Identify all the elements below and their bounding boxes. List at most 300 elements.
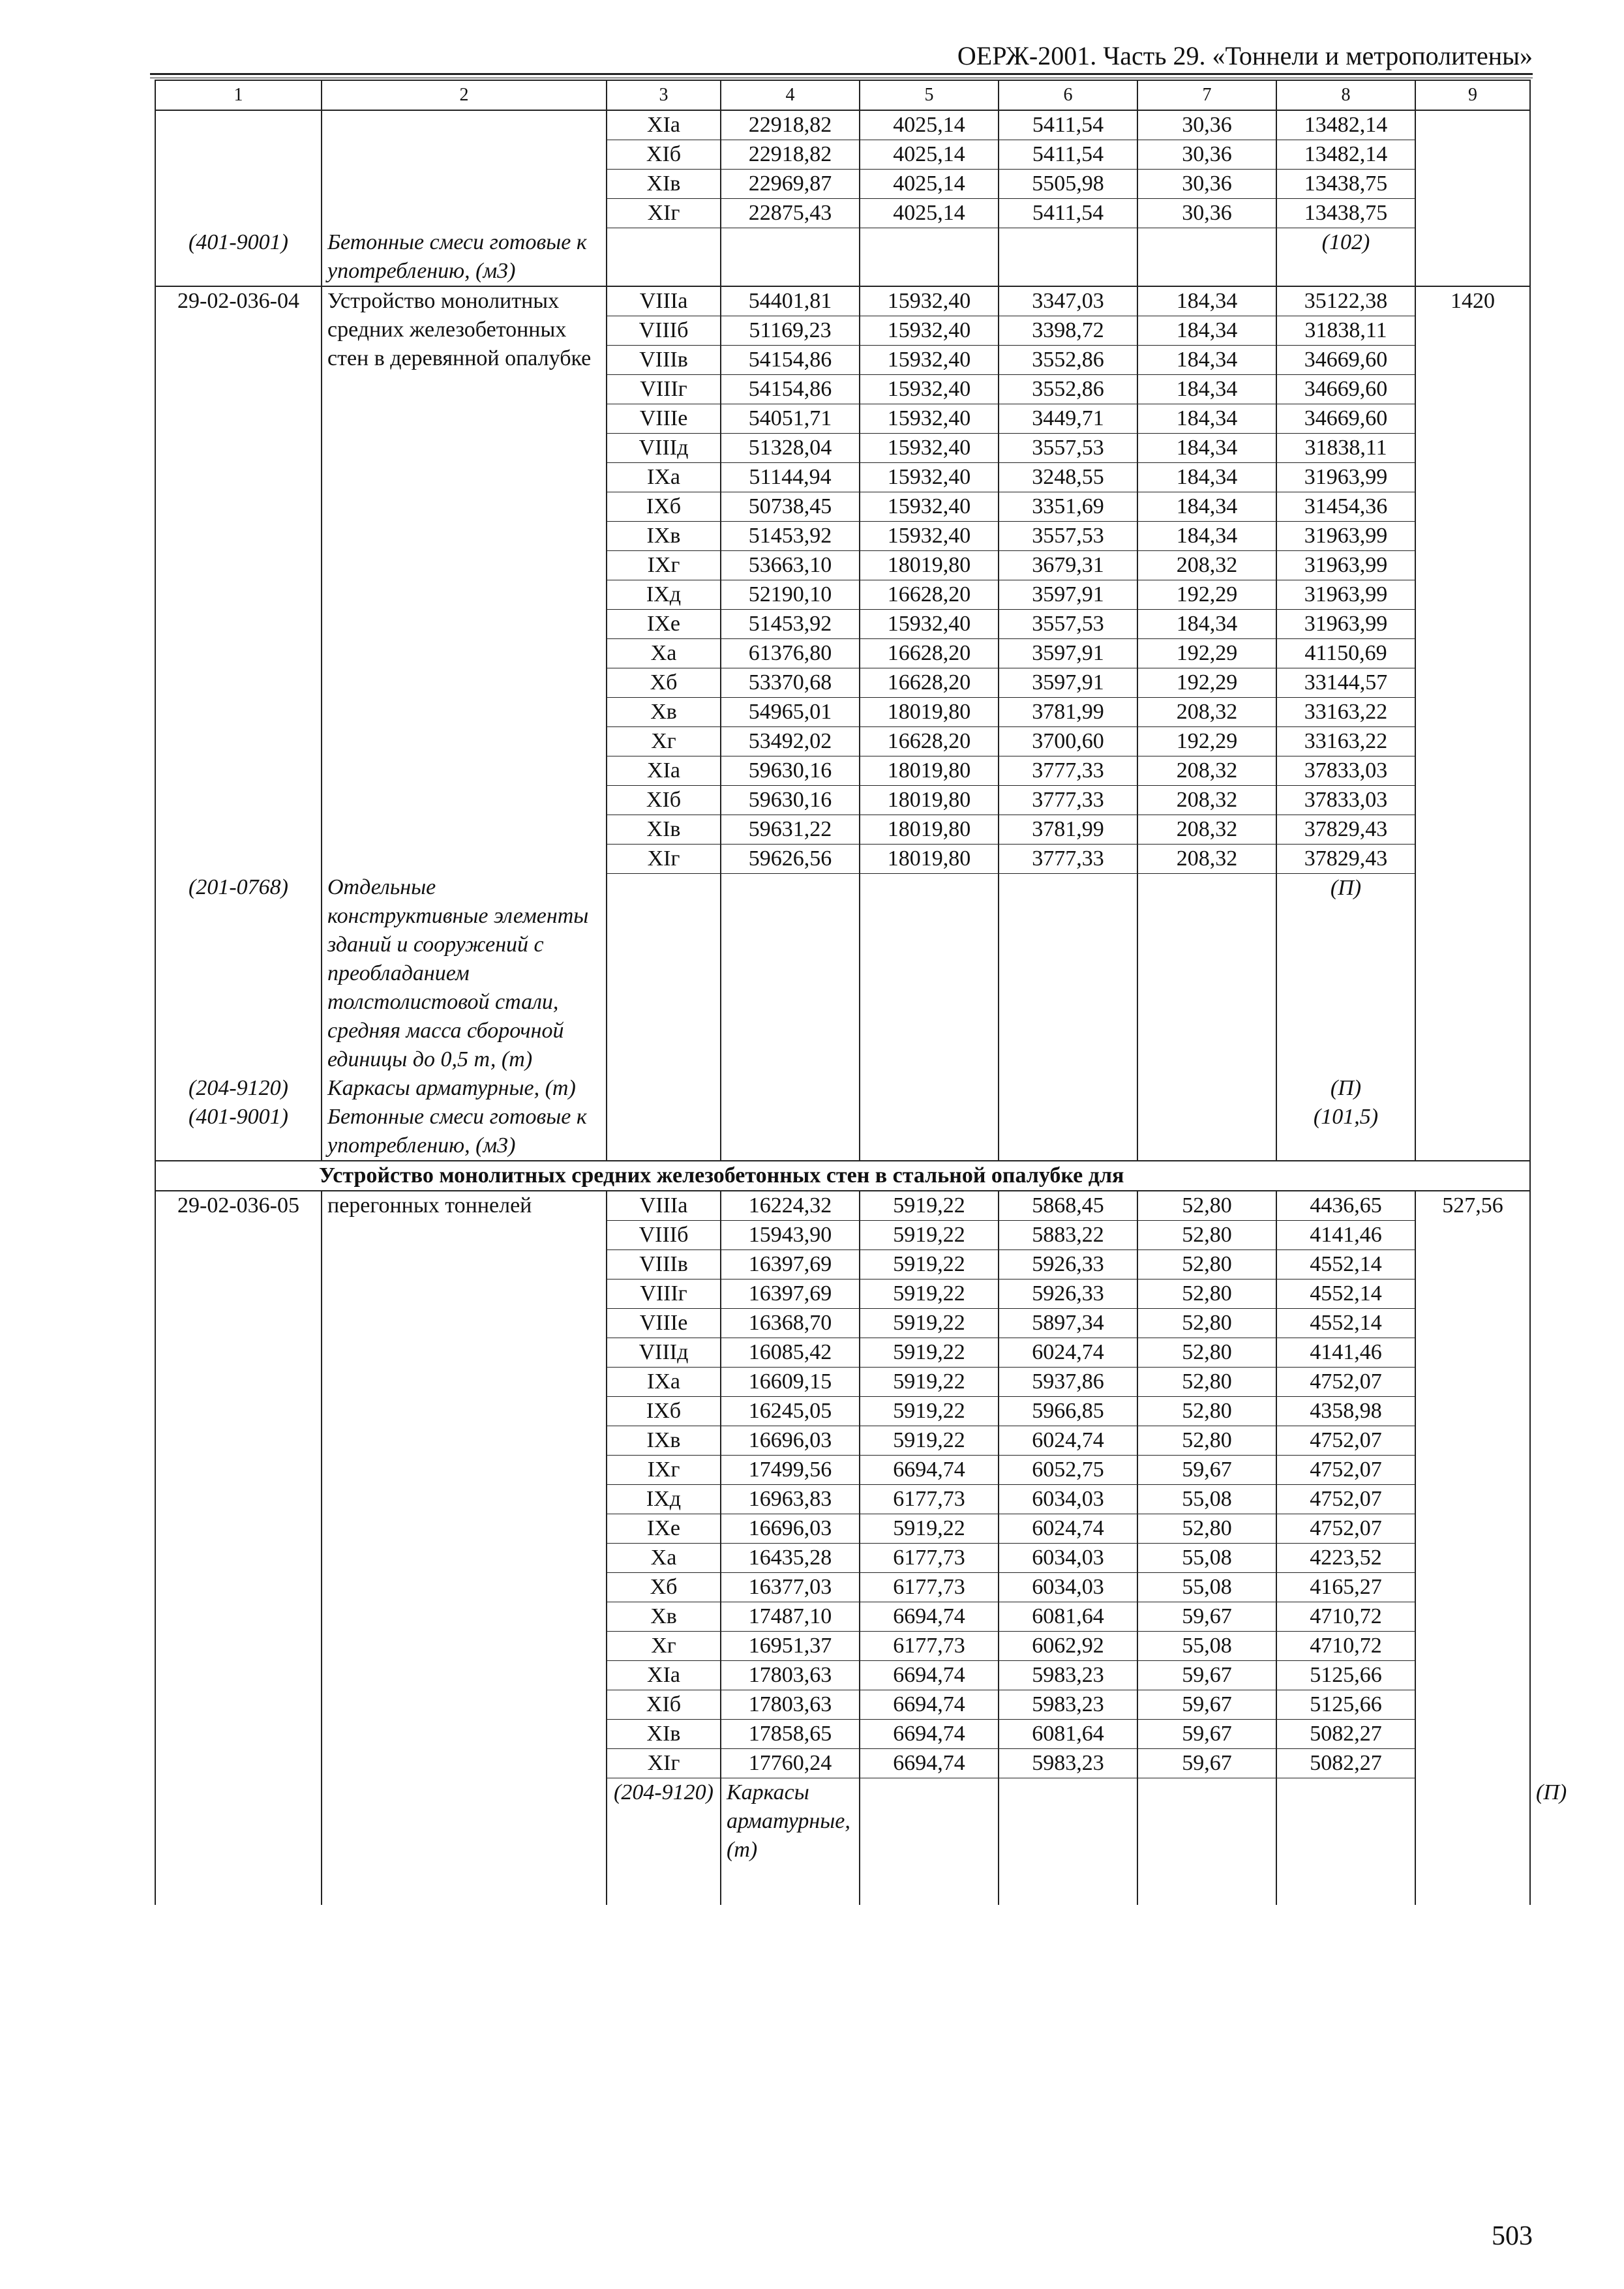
labor-wages: 6177,73: [860, 1632, 999, 1661]
machine-cost: 5411,54: [999, 110, 1137, 140]
machine-cost: 6024,74: [999, 1338, 1137, 1368]
zone-class: IXв: [607, 1426, 721, 1456]
labor-wages: 6177,73: [860, 1544, 999, 1573]
total-cost: 59626,56: [721, 844, 860, 873]
total-cost: 53492,02: [721, 726, 860, 756]
operator-wages: 52,80: [1137, 1221, 1276, 1250]
resource-description: Бетонные смеси готовые к употреблению, (м3): [322, 1103, 607, 1161]
empty-cell: [721, 1074, 860, 1103]
resource-code: (204-9120): [155, 1074, 322, 1103]
labor-wages: 6694,74: [860, 1720, 999, 1749]
machine-cost: 6062,92: [999, 1632, 1137, 1661]
materials-cost: 4141,46: [1276, 1338, 1415, 1368]
empty-cell: [860, 228, 999, 286]
operator-wages: 192,29: [1137, 726, 1276, 756]
total-cost: 54154,86: [721, 374, 860, 404]
machine-cost: 3552,86: [999, 374, 1137, 404]
materials-cost: 4752,07: [1276, 1426, 1415, 1456]
labor-wages: 16628,20: [860, 580, 999, 609]
labor-wages: 5919,22: [860, 1397, 999, 1426]
resource-code: (401-9001): [155, 228, 322, 286]
machine-cost: 3679,31: [999, 550, 1137, 580]
zone-class: IXа: [607, 1368, 721, 1397]
materials-cost: 5082,27: [1276, 1720, 1415, 1749]
materials-cost: 31963,99: [1276, 580, 1415, 609]
operator-wages: 208,32: [1137, 785, 1276, 815]
materials-cost: 33163,22: [1276, 697, 1415, 726]
materials-cost: 13438,75: [1276, 170, 1415, 199]
empty-cell: [1415, 1074, 1530, 1103]
materials-cost: 4141,46: [1276, 1221, 1415, 1250]
total-cost: 16397,69: [721, 1279, 860, 1309]
zone-class: VIIIа: [607, 286, 721, 316]
materials-cost: 37829,43: [1276, 815, 1415, 844]
empty-cell: [322, 170, 607, 199]
total-cost: 59630,16: [721, 785, 860, 815]
total-cost: 16085,42: [721, 1338, 860, 1368]
materials-cost: 31454,36: [1276, 492, 1415, 521]
total-cost: 16368,70: [721, 1309, 860, 1338]
empty-cell: [322, 110, 607, 140]
work-description: перегонных тоннелей: [322, 1191, 607, 1864]
total-cost: 22918,82: [721, 110, 860, 140]
zone-class: XIа: [607, 756, 721, 785]
labor-wages: 15932,40: [860, 345, 999, 374]
labor-wages: 6694,74: [860, 1456, 999, 1485]
zone-class: VIIIг: [607, 1279, 721, 1309]
empty-cell: [1137, 873, 1276, 1074]
column-number: 7: [1137, 80, 1276, 110]
zone-class: IXг: [607, 550, 721, 580]
labor-hours: 527,56: [1415, 1191, 1530, 1864]
total-cost: 16609,15: [721, 1368, 860, 1397]
total-cost: 54051,71: [721, 404, 860, 433]
operator-wages: 208,32: [1137, 844, 1276, 873]
column-number: 2: [322, 80, 607, 110]
zone-class: Xа: [607, 1544, 721, 1573]
total-cost: 17499,56: [721, 1456, 860, 1485]
materials-cost: 31963,99: [1276, 462, 1415, 492]
resource-code: (401-9001): [155, 1103, 322, 1161]
labor-wages: 15932,40: [860, 521, 999, 550]
materials-cost: 4710,72: [1276, 1602, 1415, 1632]
materials-cost: 31838,11: [1276, 316, 1415, 345]
machine-cost: 5926,33: [999, 1279, 1137, 1309]
total-cost: 54965,01: [721, 697, 860, 726]
machine-cost: 5868,45: [999, 1191, 1137, 1221]
resource-value: (П): [1276, 1074, 1415, 1103]
operator-wages: 192,29: [1137, 638, 1276, 668]
operator-wages: 59,67: [1137, 1661, 1276, 1690]
empty-cell: [721, 1103, 860, 1161]
labor-wages: 4025,14: [860, 170, 999, 199]
table-tail-row: [155, 1864, 1530, 1905]
materials-cost: 4552,14: [1276, 1309, 1415, 1338]
empty-cell: [1415, 1103, 1530, 1161]
empty-cell: [607, 228, 721, 286]
total-cost: 54401,81: [721, 286, 860, 316]
labor-wages: 6177,73: [860, 1573, 999, 1602]
zone-class: XIб: [607, 140, 721, 170]
total-cost: 16951,37: [721, 1632, 860, 1661]
materials-cost: 4165,27: [1276, 1573, 1415, 1602]
labor-wages: 5919,22: [860, 1309, 999, 1338]
total-cost: 22875,43: [721, 199, 860, 228]
machine-cost: 3597,91: [999, 668, 1137, 697]
labor-wages: 15932,40: [860, 492, 999, 521]
column-number: 3: [607, 80, 721, 110]
resource-row: (204-9120) Каркасы арматурные, (т) (П): [155, 1778, 1530, 1865]
empty-cell: [322, 140, 607, 170]
labor-wages: 16628,20: [860, 638, 999, 668]
zone-class: VIIIб: [607, 316, 721, 345]
materials-cost: 4752,07: [1276, 1485, 1415, 1514]
machine-cost: 3777,33: [999, 756, 1137, 785]
zone-class: VIIIг: [607, 374, 721, 404]
materials-cost: 5082,27: [1276, 1749, 1415, 1778]
empty-cell: [860, 873, 999, 1074]
materials-cost: 13482,14: [1276, 110, 1415, 140]
operator-wages: 184,34: [1137, 404, 1276, 433]
machine-cost: 3552,86: [999, 345, 1137, 374]
total-cost: 17803,63: [721, 1661, 860, 1690]
labor-wages: 6694,74: [860, 1749, 999, 1778]
machine-cost: 3700,60: [999, 726, 1137, 756]
operator-wages: 184,34: [1137, 462, 1276, 492]
materials-cost: 31963,99: [1276, 550, 1415, 580]
zone-class: XIа: [607, 1661, 721, 1690]
table-row: [155, 286, 1530, 316]
machine-cost: 5983,23: [999, 1749, 1137, 1778]
total-cost: 16224,32: [721, 1191, 860, 1221]
operator-wages: 52,80: [1137, 1368, 1276, 1397]
machine-cost: 5505,98: [999, 170, 1137, 199]
machine-cost: 5966,85: [999, 1397, 1137, 1426]
empty-cell: [1415, 228, 1530, 286]
labor-wages: 4025,14: [860, 199, 999, 228]
labor-wages: 4025,14: [860, 110, 999, 140]
labor-wages: 5919,22: [860, 1191, 999, 1221]
table-row: [155, 170, 1530, 199]
machine-cost: 6052,75: [999, 1456, 1137, 1485]
machine-cost: 3557,53: [999, 609, 1137, 638]
zone-class: XIг: [607, 1749, 721, 1778]
machine-cost: 5926,33: [999, 1250, 1137, 1279]
machine-cost: 6034,03: [999, 1544, 1137, 1573]
labor-wages: 16628,20: [860, 726, 999, 756]
machine-cost: 3398,72: [999, 316, 1137, 345]
table-row: [155, 199, 1530, 228]
empty-cell: [322, 199, 607, 228]
resource-row: [155, 1074, 1530, 1103]
operator-wages: 184,34: [1137, 609, 1276, 638]
empty-cell: [155, 844, 322, 873]
section-heading-row: [155, 1161, 1530, 1191]
zone-class: XIа: [607, 110, 721, 140]
operator-wages: 184,34: [1137, 521, 1276, 550]
materials-cost: 33144,57: [1276, 668, 1415, 697]
empty-cell: [1415, 873, 1530, 1074]
machine-cost: 3781,99: [999, 697, 1137, 726]
zone-class: IXа: [607, 462, 721, 492]
empty-cell: [999, 1778, 1137, 1865]
operator-wages: 52,80: [1137, 1397, 1276, 1426]
work-code: 29-02-036-04: [155, 286, 322, 845]
zone-class: IXг: [607, 1456, 721, 1485]
empty-cell: [860, 1103, 999, 1161]
total-cost: 54154,86: [721, 345, 860, 374]
resource-row: [155, 1103, 1530, 1161]
zone-class: VIIIв: [607, 1250, 721, 1279]
total-cost: 59631,22: [721, 815, 860, 844]
empty-cell: [1276, 1864, 1415, 1905]
machine-cost: 3347,03: [999, 286, 1137, 316]
operator-wages: 184,34: [1137, 316, 1276, 345]
operator-wages: 52,80: [1137, 1250, 1276, 1279]
zone-class: XIв: [607, 815, 721, 844]
machine-cost: 5983,23: [999, 1690, 1137, 1720]
empty-cell: [1276, 1778, 1415, 1865]
page-number: 503: [1492, 2221, 1533, 2251]
empty-cell: [607, 1864, 721, 1905]
materials-cost: 5125,66: [1276, 1690, 1415, 1720]
total-cost: 51144,94: [721, 462, 860, 492]
machine-cost: 6034,03: [999, 1573, 1137, 1602]
empty-cell: [322, 1864, 607, 1905]
zone-class: VIIIе: [607, 404, 721, 433]
machine-cost: 3597,91: [999, 638, 1137, 668]
zone-class: VIIIв: [607, 345, 721, 374]
table-row: [155, 140, 1530, 170]
work-description: Устройство монолитных средних железобетонных стен в деревянной опалубке: [322, 286, 607, 845]
empty-cell: [155, 199, 322, 228]
zone-class: VIIIе: [607, 1309, 721, 1338]
total-cost: 16245,05: [721, 1397, 860, 1426]
zone-class: Xв: [607, 1602, 721, 1632]
resource-description: Каркасы арматурные, (т): [721, 1778, 860, 1865]
empty-cell: [999, 1074, 1137, 1103]
operator-wages: 30,36: [1137, 199, 1276, 228]
total-cost: 16963,83: [721, 1485, 860, 1514]
machine-cost: 6024,74: [999, 1426, 1137, 1456]
total-cost: 16377,03: [721, 1573, 860, 1602]
machine-cost: 5983,23: [999, 1661, 1137, 1690]
labor-hours: 1420: [1415, 286, 1530, 845]
materials-cost: 34669,60: [1276, 345, 1415, 374]
machine-cost: 5411,54: [999, 140, 1137, 170]
empty-cell: [1137, 1778, 1276, 1865]
total-cost: 22918,82: [721, 140, 860, 170]
empty-cell: [721, 228, 860, 286]
labor-wages: 5919,22: [860, 1250, 999, 1279]
machine-cost: 3597,91: [999, 580, 1137, 609]
zone-class: VIIIд: [607, 433, 721, 462]
norms-table: [155, 80, 1567, 1905]
machine-cost: 6081,64: [999, 1720, 1137, 1749]
materials-cost: 13438,75: [1276, 199, 1415, 228]
empty-cell: [1415, 140, 1530, 170]
labor-wages: 18019,80: [860, 550, 999, 580]
operator-wages: 184,34: [1137, 433, 1276, 462]
zone-class: VIIIд: [607, 1338, 721, 1368]
materials-cost: 4710,72: [1276, 1632, 1415, 1661]
labor-wages: 18019,80: [860, 785, 999, 815]
empty-cell: [1415, 170, 1530, 199]
operator-wages: 55,08: [1137, 1573, 1276, 1602]
operator-wages: 208,32: [1137, 756, 1276, 785]
empty-cell: [999, 873, 1137, 1074]
operator-wages: 59,67: [1137, 1720, 1276, 1749]
machine-cost: 3248,55: [999, 462, 1137, 492]
operator-wages: 55,08: [1137, 1632, 1276, 1661]
materials-cost: 4552,14: [1276, 1279, 1415, 1309]
empty-cell: [155, 140, 322, 170]
resource-value: (102): [1276, 228, 1415, 286]
labor-wages: 5919,22: [860, 1514, 999, 1544]
operator-wages: 208,32: [1137, 697, 1276, 726]
operator-wages: 30,36: [1137, 170, 1276, 199]
zone-class: XIг: [607, 199, 721, 228]
labor-wages: 18019,80: [860, 844, 999, 873]
operator-wages: 30,36: [1137, 140, 1276, 170]
materials-cost: 37833,03: [1276, 785, 1415, 815]
zone-class: IXб: [607, 492, 721, 521]
operator-wages: 55,08: [1137, 1485, 1276, 1514]
operator-wages: 184,34: [1137, 492, 1276, 521]
table-header-row: [155, 80, 1530, 110]
empty-cell: [155, 1864, 322, 1905]
machine-cost: 6024,74: [999, 1514, 1137, 1544]
zone-class: IXб: [607, 1397, 721, 1426]
zone-class: XIв: [607, 1720, 721, 1749]
resource-description: Отдельные конструктивные элементы зданий и сооружений с преобладанием толстолистовой стали, средняя масса сборочной единицы до 0,5 т, (т): [322, 873, 607, 1074]
total-cost: 15943,90: [721, 1221, 860, 1250]
total-cost: 16696,03: [721, 1514, 860, 1544]
operator-wages: 52,80: [1137, 1279, 1276, 1309]
empty-cell: [1415, 844, 1530, 873]
operator-wages: 208,32: [1137, 815, 1276, 844]
operator-wages: 192,29: [1137, 668, 1276, 697]
operator-wages: 30,36: [1137, 110, 1276, 140]
empty-cell: [721, 873, 860, 1074]
labor-wages: 4025,14: [860, 140, 999, 170]
total-cost: 53663,10: [721, 550, 860, 580]
resource-value: (101,5): [1276, 1103, 1415, 1161]
machine-cost: 3557,53: [999, 521, 1137, 550]
labor-wages: 6177,73: [860, 1485, 999, 1514]
materials-cost: 37829,43: [1276, 844, 1415, 873]
total-cost: 17760,24: [721, 1749, 860, 1778]
total-cost: 61376,80: [721, 638, 860, 668]
labor-wages: 5919,22: [860, 1368, 999, 1397]
materials-cost: 13482,14: [1276, 140, 1415, 170]
zone-class: XIг: [607, 844, 721, 873]
operator-wages: 59,67: [1137, 1749, 1276, 1778]
empty-cell: [999, 1864, 1137, 1905]
column-number: 5: [860, 80, 999, 110]
column-number: 1: [155, 80, 322, 110]
zone-class: VIIIб: [607, 1221, 721, 1250]
machine-cost: 3781,99: [999, 815, 1137, 844]
resource-row: [155, 228, 1530, 286]
zone-class: Xв: [607, 697, 721, 726]
zone-class: IXе: [607, 1514, 721, 1544]
labor-wages: 18019,80: [860, 697, 999, 726]
labor-wages: 15932,40: [860, 404, 999, 433]
materials-cost: 4223,52: [1276, 1544, 1415, 1573]
labor-wages: 15932,40: [860, 286, 999, 316]
materials-cost: 4358,98: [1276, 1397, 1415, 1426]
empty-cell: [860, 1864, 999, 1905]
machine-cost: 5411,54: [999, 199, 1137, 228]
empty-cell: [607, 1074, 721, 1103]
operator-wages: 52,80: [1137, 1338, 1276, 1368]
labor-wages: 18019,80: [860, 815, 999, 844]
labor-wages: 18019,80: [860, 756, 999, 785]
resource-description: Каркасы арматурные, (т): [322, 1074, 607, 1103]
materials-cost: 34669,60: [1276, 404, 1415, 433]
total-cost: 22969,87: [721, 170, 860, 199]
resource-code: (201-0768): [155, 873, 322, 1074]
materials-cost: 4752,07: [1276, 1368, 1415, 1397]
materials-cost: 34669,60: [1276, 374, 1415, 404]
empty-cell: [1137, 1103, 1276, 1161]
labor-wages: 6694,74: [860, 1602, 999, 1632]
empty-cell: [999, 1103, 1137, 1161]
materials-cost: 31963,99: [1276, 521, 1415, 550]
labor-wages: 15932,40: [860, 374, 999, 404]
materials-cost: 31838,11: [1276, 433, 1415, 462]
empty-cell: [155, 170, 322, 199]
operator-wages: 184,34: [1137, 345, 1276, 374]
total-cost: 51328,04: [721, 433, 860, 462]
table-row: [155, 1191, 1530, 1221]
empty-cell: [607, 873, 721, 1074]
zone-class: Xб: [607, 668, 721, 697]
operator-wages: 59,67: [1137, 1456, 1276, 1485]
operator-wages: 192,29: [1137, 580, 1276, 609]
machine-cost: 5937,86: [999, 1368, 1137, 1397]
total-cost: 50738,45: [721, 492, 860, 521]
empty-cell: [155, 110, 322, 140]
zone-class: Xг: [607, 1632, 721, 1661]
labor-wages: 16628,20: [860, 668, 999, 697]
zone-class: XIб: [607, 1690, 721, 1720]
machine-cost: 5883,22: [999, 1221, 1137, 1250]
table-row: [155, 110, 1530, 140]
operator-wages: 184,34: [1137, 286, 1276, 316]
materials-cost: 4752,07: [1276, 1514, 1415, 1544]
resource-code: (204-9120): [607, 1778, 721, 1865]
empty-cell: [721, 1864, 860, 1905]
empty-cell: [1415, 199, 1530, 228]
total-cost: 51453,92: [721, 521, 860, 550]
labor-wages: 6694,74: [860, 1690, 999, 1720]
zone-class: Xб: [607, 1573, 721, 1602]
total-cost: 51169,23: [721, 316, 860, 345]
zone-class: IXв: [607, 521, 721, 550]
resource-row: [155, 873, 1530, 1074]
labor-wages: 15932,40: [860, 462, 999, 492]
total-cost: 16696,03: [721, 1426, 860, 1456]
operator-wages: 52,80: [1137, 1309, 1276, 1338]
total-cost: 51453,92: [721, 609, 860, 638]
resource-description: Бетонные смеси готовые к употреблению, (м3): [322, 228, 607, 286]
materials-cost: 4552,14: [1276, 1250, 1415, 1279]
zone-class: IXд: [607, 1485, 721, 1514]
header-rule: [150, 73, 1533, 75]
column-number: 9: [1415, 80, 1530, 110]
